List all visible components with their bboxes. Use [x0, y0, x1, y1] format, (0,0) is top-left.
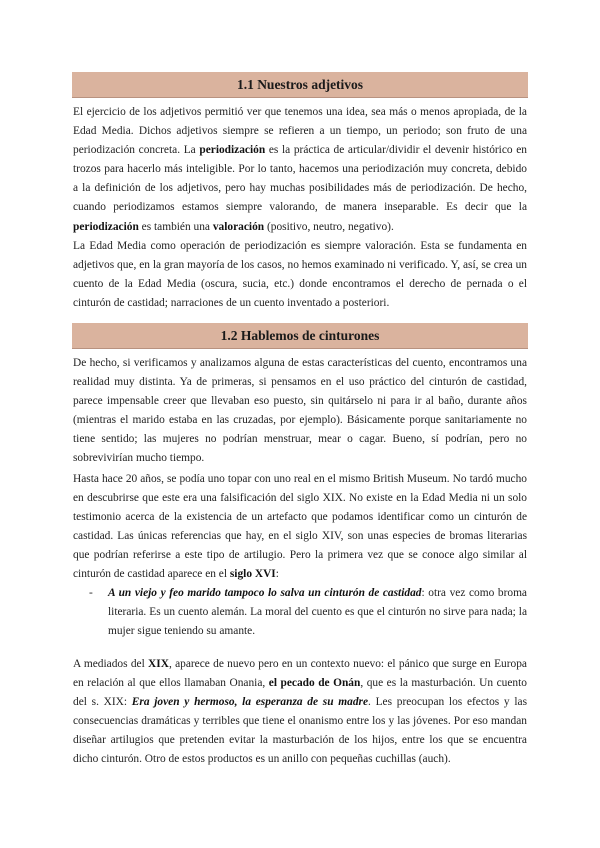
section-heading-adjetivos: 1.1 Nuestros adjetivos [72, 72, 528, 98]
bullet-dash: - [89, 587, 93, 599]
paragraph-uso-practico: De hecho, si verificamos y analizamos alguna de estas características del cuento, encontramos una realidad muy distinta. Ya de primeras, si pensamos en el uso práctico del cinturón de castidad, parece impensable creer que llevaban eso puesto, sin quitárselo ni para ir al baño, durante años (mientras el marido estaba en las cruzadas, por ejemplo). Básicamente porque sanitariamente no tiene sentido; las mujeres no podrían menstruar, mear o cagar. Bueno, sí podrían, pero no sobrevivirían mucho tiempo. [73, 357, 527, 465]
paragraph-edad-media-valoracion: La Edad Media como operación de periodización es siempre valoración. Esta se fundamenta en adjetivos que, en la gran mayoría de los casos, no hemos examinado ni verificado. Y, así, se crea un cuento de la Edad Media (oscura, sucia, etc.) donde encontramos el derecho de pernada o el cinturón de castidad; narraciones de un cuento inventado a posteriori. [73, 240, 527, 310]
paragraph-british-museum: Hasta hace 20 años, se podía uno topar con uno real en el mismo British Museum. No tardó mucho en descubrirse que este era una falsificación del siglo XIX. No existe en la Edad Media ni un solo testimonio acerca de la existencia de un artefacto que podamos identificar como un cinturón de castidad. Las únicas referencias que hay, en el siglo XIV, son unas especies de bromas literarias que podrían referirse a este tipo de artilugio. Pero la primera vez que se conoce algo similar al cinturón de castidad aparece en el siglo XVI: [73, 473, 527, 581]
paragraph-onania: A mediados del XIX, aparece de nuevo pero en un contexto nuevo: el pánico que surge en Europa en relación al que ellos llamaban Onania, el pecado de Onán, que es la masturbación. Un cuento del s. XIX: Era joven y hermoso, la esperanza de su madre. Les preocupan los efectos y las consecuencias dramáticas y terribles que tiene el onanismo entre los y las jóvenes. Por eso mandan diseñar artilugios que pretenden evitar la masturbación de los hijos, entre los que se encuentra dicho cinturón. Otro de estos productos es un anillo con pequeñas cuchillas (auch). [73, 658, 528, 766]
bullet-list [89, 584, 527, 641]
section-heading-cinturones: 1.2 Hablemos de cinturones [72, 323, 528, 349]
bullet-item-cuento-aleman: A un viejo y feo marido tampoco lo salva un cinturón de castidad: otra vez como broma literaria. Es un cuento alemán. La moral del cuento es que el cinturón no sirve para nada; la mujer sigue teniendo su amante. [108, 587, 527, 638]
paragraph-periodizacion: El ejercicio de los adjetivos permitió ver que tenemos una idea, sea más o menos apropiada, de la Edad Media. Dichos adjetivos siempre se refieren a un tiempo, un periodo; son fruto de una periodización concreta. La periodización es la práctica de articular/dividir el devenir histórico en trozos para hacerlo más inteligible. Por lo tanto, hacemos una periodización muy concreta, debido a la definición de los adjetivos, pero hay muchas posibilidades más de periodización. De hecho, cuando periodizamos estamos siempre valorando, de manera inseparable. Es decir que la periodización es también una valoración (positivo, neutro, negativo). [73, 106, 527, 233]
